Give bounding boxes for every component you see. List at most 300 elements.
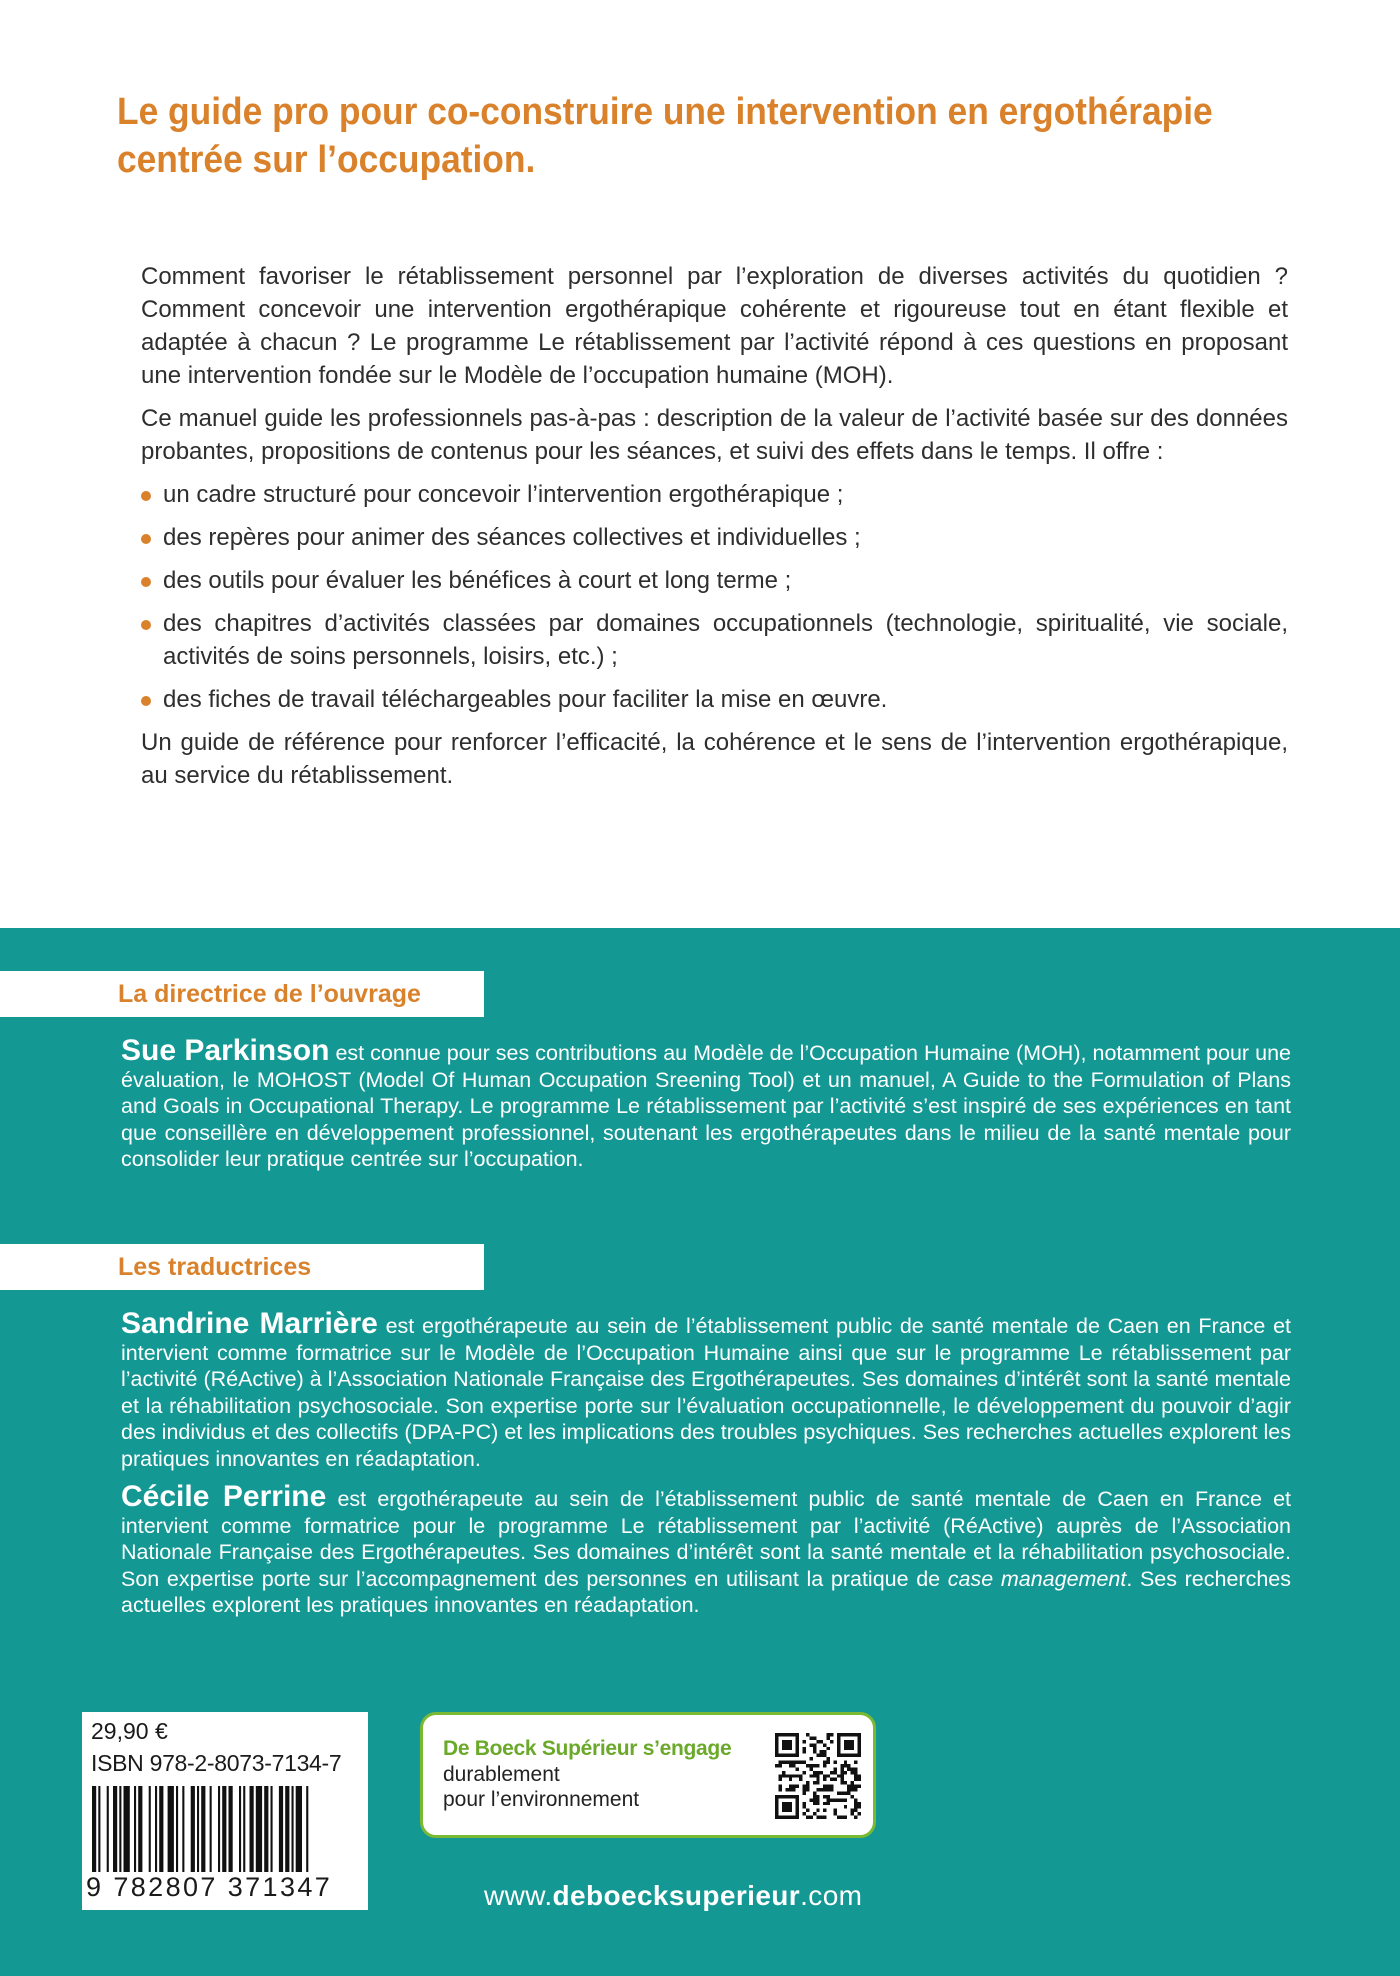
qr-module [796, 1795, 799, 1798]
qr-module [789, 1761, 792, 1764]
qr-module [833, 1778, 836, 1781]
qr-module [809, 1767, 812, 1770]
qr-module [837, 1754, 840, 1757]
qr-module [782, 1802, 785, 1805]
qr-module [858, 1812, 861, 1815]
qr-module [782, 1733, 785, 1736]
qr-module [830, 1733, 833, 1736]
barcode-bar [149, 1786, 151, 1872]
qr-module [816, 1754, 819, 1757]
qr-module [796, 1798, 799, 1801]
list-item [141, 683, 1288, 716]
qr-module [823, 1778, 826, 1781]
qr-module [803, 1791, 806, 1794]
qr-module [816, 1781, 819, 1784]
qr-module [854, 1754, 857, 1757]
qr-module [816, 1778, 819, 1781]
qr-module [806, 1816, 809, 1819]
barcode-bar [107, 1786, 109, 1872]
qr-module [806, 1809, 809, 1812]
bullet-icon [141, 491, 151, 501]
qr-module [847, 1740, 850, 1743]
qr-module [775, 1754, 778, 1757]
barcode-bar [119, 1786, 121, 1872]
barcode-bar [229, 1786, 233, 1872]
qr-module [823, 1761, 826, 1764]
ean-number: 9 782807 371347 [86, 1872, 333, 1902]
qr-module [823, 1816, 826, 1819]
qr-module [840, 1767, 843, 1770]
list-item [141, 564, 1288, 597]
qr-module [778, 1774, 781, 1777]
qr-module [827, 1795, 830, 1798]
barcode-bar [279, 1786, 283, 1872]
qr-module [837, 1750, 840, 1753]
qr-module [851, 1743, 854, 1746]
list-item-text: des fiches de travail téléchargeables pour faciliter la mise en œuvre. [163, 686, 888, 713]
qr-module [844, 1733, 847, 1736]
barcode-bar [159, 1786, 163, 1872]
qr-module [827, 1747, 830, 1750]
qr-module [792, 1764, 795, 1767]
qr-module [858, 1740, 861, 1743]
qr-module [792, 1788, 795, 1791]
qr-module [809, 1736, 812, 1739]
qr-module [796, 1736, 799, 1739]
qr-module [796, 1809, 799, 1812]
director-bio [121, 1034, 1291, 1185]
qr-module [785, 1740, 788, 1743]
qr-module [833, 1761, 836, 1764]
qr-module [775, 1798, 778, 1801]
translator-1-text: est ergothérapeute au sein de l’établissement public de santé mentale de Caen en France et intervient comme formatrice sur le Modèle de l’Occupation Humaine ainsi que sur le programme Le rétablissement par l’activité (RéActive) à l’Association Nationale Française des Ergothérapeutes. Ses domaines d’intérêt sont la santé mentale et la réhabilitation psychosociale. Son expertise porte sur l’évaluation occupationnelle, le développement du pouvoir d’agir des individus et des collectifs (DPA-PC) et les implications des troubles psychiques. Ses recherches actuelles explorent les pratiques innovantes en réadaptation. [121, 1314, 1291, 1471]
qr-module [844, 1791, 847, 1794]
qr-module [809, 1774, 812, 1777]
qr-module [782, 1761, 785, 1764]
qr-module [823, 1809, 826, 1812]
qr-module [789, 1809, 792, 1812]
qr-module [847, 1785, 850, 1788]
qr-module [816, 1795, 819, 1798]
qr-module [823, 1754, 826, 1757]
list-item-text: des outils pour évaluer les bénéfices à court et long terme ; [163, 567, 792, 594]
qr-module [782, 1805, 785, 1808]
qr-module [796, 1774, 799, 1777]
qr-module [840, 1778, 843, 1781]
qr-module [854, 1767, 857, 1770]
qr-module [803, 1802, 806, 1805]
qr-module [785, 1788, 788, 1791]
qr-module [813, 1747, 816, 1750]
qr-module [816, 1774, 819, 1777]
qr-module [830, 1740, 833, 1743]
barcode-bar [155, 1786, 157, 1872]
barcode-bar [306, 1786, 308, 1872]
qr-module [785, 1747, 788, 1750]
qr-module [803, 1785, 806, 1788]
barcode-bar [197, 1786, 199, 1872]
qr-code-icon [775, 1733, 861, 1819]
qr-module [833, 1809, 836, 1812]
qr-module [837, 1791, 840, 1794]
qr-module [803, 1812, 806, 1815]
intro-paragraph-2: Ce manuel guide les professionnels pas-à-pas : description de la valeur de l’activité basée sur des données probantes, propositions de contenus pour les séances, et suivi des effets dans le temps. Il offre : [141, 405, 1288, 465]
qr-module [778, 1816, 781, 1819]
translator-2-italic: case management [947, 1566, 1127, 1591]
qr-module [847, 1767, 850, 1770]
qr-module [847, 1754, 850, 1757]
qr-module [785, 1733, 788, 1736]
barcode-bar [176, 1786, 178, 1872]
qr-module [782, 1743, 785, 1746]
qr-module [858, 1805, 861, 1808]
list-item [141, 478, 1288, 511]
qr-module [789, 1747, 792, 1750]
qr-module [858, 1754, 861, 1757]
qr-module [775, 1750, 778, 1753]
barcode-bar [239, 1786, 241, 1872]
qr-module [785, 1816, 788, 1819]
qr-module [840, 1754, 843, 1757]
qr-module [799, 1778, 802, 1781]
qr-module [789, 1754, 792, 1757]
qr-module [799, 1761, 802, 1764]
qr-module [775, 1747, 778, 1750]
qr-module [837, 1798, 840, 1801]
qr-module [833, 1812, 836, 1815]
qr-module [796, 1816, 799, 1819]
translator-2-bio [121, 1480, 1292, 1619]
qr-module [782, 1747, 785, 1750]
barcode-bar [138, 1786, 142, 1872]
barcode-bar [134, 1786, 136, 1872]
barcode-bar [168, 1786, 174, 1872]
qr-module [844, 1798, 847, 1801]
qr-module [830, 1788, 833, 1791]
qr-module [854, 1733, 857, 1736]
qr-module [778, 1785, 781, 1788]
qr-module [851, 1812, 854, 1815]
qr-module [778, 1733, 781, 1736]
qr-module [775, 1795, 778, 1798]
barcode-bar [201, 1786, 205, 1872]
qr-module [837, 1733, 840, 1736]
qr-module [820, 1816, 823, 1819]
engage-line-1: durablement [443, 1763, 560, 1786]
qr-module [806, 1733, 809, 1736]
website-prefix: www. [484, 1880, 553, 1911]
qr-module [782, 1809, 785, 1812]
qr-module [858, 1750, 861, 1753]
headline [117, 88, 1233, 184]
qr-module [806, 1764, 809, 1767]
qr-module [809, 1816, 812, 1819]
bullet-icon [141, 620, 151, 630]
qr-module [778, 1764, 781, 1767]
qr-module [789, 1774, 792, 1777]
qr-module [792, 1733, 795, 1736]
qr-module [827, 1757, 830, 1760]
qr-module [796, 1761, 799, 1764]
qr-module [775, 1733, 778, 1736]
qr-module [854, 1805, 857, 1808]
qr-module [806, 1785, 809, 1788]
qr-module [789, 1805, 792, 1808]
qr-module [796, 1785, 799, 1788]
qr-module [778, 1778, 781, 1781]
qr-module [803, 1771, 806, 1774]
qr-module [816, 1798, 819, 1801]
qr-module [847, 1733, 850, 1736]
qr-module [785, 1774, 788, 1777]
barcode-bar [271, 1786, 273, 1872]
barcode-bar [98, 1786, 100, 1872]
qr-module [840, 1816, 843, 1819]
qr-module [854, 1771, 857, 1774]
translator-1-name: Sandrine Marrière [121, 1307, 378, 1340]
qr-module [823, 1802, 826, 1805]
qr-module [803, 1750, 806, 1753]
qr-module [809, 1743, 812, 1746]
qr-module [775, 1809, 778, 1812]
qr-module [844, 1764, 847, 1767]
qr-module [813, 1781, 816, 1784]
barcode-bar [256, 1786, 262, 1872]
qr-module [837, 1736, 840, 1739]
qr-module [840, 1771, 843, 1774]
price: 29,90 € [91, 1718, 168, 1744]
qr-module [789, 1785, 792, 1788]
headline-line-1: Le guide pro pour co-construire une intervention en ergothérapie [117, 91, 1213, 133]
qr-module [796, 1750, 799, 1753]
bullet-icon [141, 534, 151, 544]
qr-module [854, 1785, 857, 1788]
qr-module [840, 1781, 843, 1784]
qr-module [844, 1805, 847, 1808]
qr-module [789, 1778, 792, 1781]
qr-module [858, 1778, 861, 1781]
qr-module [844, 1740, 847, 1743]
qr-module [858, 1747, 861, 1750]
translator-2-name: Cécile Perrine [121, 1480, 327, 1513]
translator-2-text-a: est ergothérapeute au sein de l’établissement public de santé mentale de Caen en France et intervient comme formatrice pour le programme Le rétablissement par l’activité (RéActive) auprès de l’Association Nationale Française des Ergothérapeutes. Ses domaines d’intérêt sont la santé mentale et la réhabilitation psychosociale. Son expertise porte sur l’accompagnement des personnes en utilisant la pratique de [121, 1487, 1291, 1591]
qr-module [796, 1754, 799, 1757]
website-url[interactable] [484, 1880, 862, 1912]
qr-module [809, 1798, 812, 1801]
qr-module [837, 1774, 840, 1777]
barcode-bar [182, 1786, 184, 1872]
qr-module [789, 1788, 792, 1791]
qr-module [813, 1764, 816, 1767]
translator-1-bio [121, 1307, 1291, 1472]
director-section-label: La directrice de l’ouvrage [0, 971, 484, 1017]
qr-module [833, 1767, 836, 1770]
translators-bios [121, 1307, 1292, 1631]
qr-module [840, 1791, 843, 1794]
qr-module [789, 1743, 792, 1746]
qr-module [844, 1816, 847, 1819]
qr-module [823, 1743, 826, 1746]
qr-module [796, 1767, 799, 1770]
qr-module [851, 1754, 854, 1757]
website-domain: deboecksuperieur [552, 1880, 801, 1911]
qr-module [816, 1809, 819, 1812]
qr-module [858, 1785, 861, 1788]
qr-module [827, 1733, 830, 1736]
qr-module [827, 1761, 830, 1764]
qr-module [844, 1743, 847, 1746]
qr-module [827, 1802, 830, 1805]
qr-module [820, 1788, 823, 1791]
qr-module [782, 1774, 785, 1777]
qr-module [792, 1785, 795, 1788]
qr-module [854, 1809, 857, 1812]
barcode-bar [218, 1786, 220, 1872]
qr-module [813, 1743, 816, 1746]
qr-module [775, 1736, 778, 1739]
qr-module [840, 1733, 843, 1736]
qr-module [851, 1733, 854, 1736]
qr-module [847, 1791, 850, 1794]
qr-module [813, 1736, 816, 1739]
qr-module [789, 1740, 792, 1743]
qr-module [840, 1798, 843, 1801]
qr-module [789, 1733, 792, 1736]
qr-module [813, 1798, 816, 1801]
qr-module [816, 1788, 819, 1791]
qr-module [820, 1740, 823, 1743]
translators-section-label: Les traductrices [0, 1244, 484, 1290]
qr-module [844, 1771, 847, 1774]
qr-module [778, 1795, 781, 1798]
list-item [141, 607, 1288, 673]
qr-module [840, 1774, 843, 1777]
qr-module [823, 1785, 826, 1788]
qr-module [854, 1774, 857, 1777]
qr-module [813, 1802, 816, 1805]
qr-module [775, 1802, 778, 1805]
qr-module [840, 1764, 843, 1767]
qr-module [827, 1785, 830, 1788]
qr-module [847, 1743, 850, 1746]
qr-module [847, 1747, 850, 1750]
qr-module [775, 1743, 778, 1746]
barcode-icon [92, 1786, 362, 1872]
qr-module [782, 1795, 785, 1798]
qr-module [837, 1740, 840, 1743]
qr-module [851, 1767, 854, 1770]
headline-line-2: centrée sur l’occupation. [117, 139, 536, 181]
qr-module [816, 1764, 819, 1767]
qr-module [847, 1788, 850, 1791]
qr-module [782, 1754, 785, 1757]
qr-module [854, 1798, 857, 1801]
qr-module [837, 1816, 840, 1819]
qr-module [823, 1788, 826, 1791]
qr-module [827, 1736, 830, 1739]
barcode-bar [222, 1786, 226, 1872]
barcode-bar [292, 1786, 294, 1872]
qr-module [816, 1740, 819, 1743]
qr-module [823, 1774, 826, 1777]
qr-module [851, 1747, 854, 1750]
qr-module [785, 1809, 788, 1812]
qr-module [778, 1788, 781, 1791]
qr-module [796, 1740, 799, 1743]
isbn: ISBN 978-2-8073-7134-7 [91, 1750, 342, 1776]
qr-module [806, 1788, 809, 1791]
qr-module [823, 1764, 826, 1767]
feature-list [141, 478, 1288, 716]
barcode-bar [250, 1786, 254, 1872]
environment-badge [420, 1712, 876, 1838]
qr-module [796, 1802, 799, 1805]
qr-module [792, 1795, 795, 1798]
director-name: Sue Parkinson [121, 1034, 330, 1067]
qr-module [813, 1795, 816, 1798]
barcode-bar [124, 1786, 130, 1872]
qr-module [823, 1750, 826, 1753]
qr-module [851, 1740, 854, 1743]
qr-module [854, 1778, 857, 1781]
website-suffix: .com [800, 1880, 863, 1911]
qr-module [785, 1805, 788, 1808]
list-item [141, 521, 1288, 554]
qr-module [844, 1747, 847, 1750]
bullet-icon [141, 577, 151, 587]
qr-module [830, 1785, 833, 1788]
price-isbn-box [82, 1712, 368, 1910]
qr-module [830, 1771, 833, 1774]
qr-module [816, 1816, 819, 1819]
qr-module [785, 1795, 788, 1798]
qr-module [827, 1798, 830, 1801]
qr-module [854, 1816, 857, 1819]
qr-module [775, 1740, 778, 1743]
qr-module [837, 1747, 840, 1750]
qr-module [803, 1747, 806, 1750]
qr-module [775, 1816, 778, 1819]
qr-module [785, 1761, 788, 1764]
qr-module [854, 1761, 857, 1764]
qr-module [796, 1805, 799, 1808]
bullet-icon [141, 696, 151, 706]
qr-module [789, 1816, 792, 1819]
qr-module [809, 1764, 812, 1767]
qr-module [813, 1812, 816, 1815]
qr-module [851, 1781, 854, 1784]
intro-text [141, 260, 1288, 802]
list-item-text: des chapitres d’activités classées par domaines occupationnels (technologie, spiritualité, vie sociale, activités de soins personnels, loisirs, etc.) ; [163, 610, 1288, 670]
barcode-bar [191, 1786, 195, 1872]
qr-module [851, 1788, 854, 1791]
qr-module [858, 1733, 861, 1736]
qr-module [816, 1771, 819, 1774]
intro-paragraph-3: Un guide de référence pour renforcer l’efficacité, la cohérence et le sens de l’intervention ergothérapique, au service du rétablissement. [141, 729, 1288, 789]
qr-module [796, 1747, 799, 1750]
qr-module [813, 1791, 816, 1794]
qr-module [782, 1740, 785, 1743]
qr-module [830, 1778, 833, 1781]
qr-module [844, 1761, 847, 1764]
qr-module [803, 1788, 806, 1791]
qr-module [858, 1736, 861, 1739]
qr-module [830, 1798, 833, 1801]
qr-module [816, 1802, 819, 1805]
barcode-bar [296, 1786, 302, 1872]
qr-module [827, 1788, 830, 1791]
qr-module [789, 1802, 792, 1805]
